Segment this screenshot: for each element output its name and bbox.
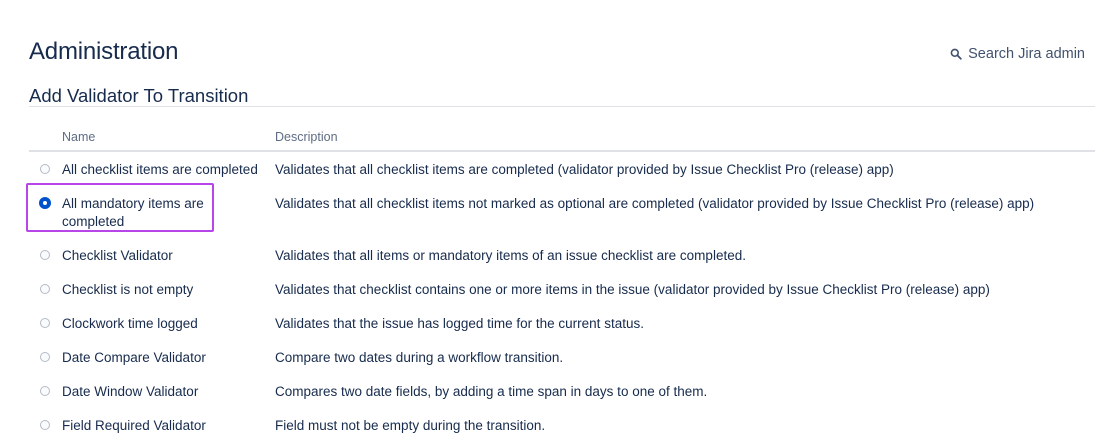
radio-button[interactable]	[40, 420, 50, 430]
validator-name: Date Window Validator	[62, 384, 199, 399]
table-header	[29, 126, 1095, 152]
section-divider	[29, 106, 1095, 107]
radio-button[interactable]	[40, 284, 50, 294]
validator-description: Validates that the issue has logged time for the current status.	[275, 316, 644, 331]
validator-description: Compares two date fields, by adding a time span in days to one of them.	[275, 384, 708, 399]
column-header-name: Name	[62, 130, 96, 144]
table-row[interactable]	[29, 152, 1095, 186]
radio-button[interactable]	[40, 352, 50, 362]
radio-button-selected[interactable]	[39, 197, 51, 209]
section-title: Add Validator To Transition	[29, 85, 249, 106]
validator-description: Validates that checklist contains one or more items in the issue (validator provided by Issue Checklist Pro (release) app)	[275, 282, 990, 297]
search-jira-admin-label: Search Jira admin	[968, 46, 1085, 62]
validator-description: Field must not be empty during the transition.	[275, 418, 546, 433]
validator-description: Validates that all checklist items not marked as optional are completed (validator provided by Issue Checklist Pro (release) app)	[275, 196, 1035, 211]
validator-description: Compare two dates during a workflow transition.	[275, 350, 564, 365]
validator-name: All checklist items are completed	[62, 162, 258, 177]
table-body	[29, 152, 1095, 442]
page-title: Administration	[29, 38, 179, 65]
radio-button[interactable]	[40, 386, 50, 396]
validators-table	[29, 126, 1095, 442]
radio-button[interactable]	[40, 164, 50, 174]
validator-name: All mandatory items are completed	[62, 196, 204, 229]
validator-name: Field Required Validator	[62, 418, 206, 433]
validator-description: Validates that all checklist items are completed (validator provided by Issue Checklist Pro (release) app)	[275, 162, 894, 177]
validator-name: Checklist is not empty	[62, 282, 194, 297]
radio-button[interactable]	[40, 250, 50, 260]
column-header-description: Description	[275, 130, 338, 144]
radio-button[interactable]	[40, 318, 50, 328]
table-row[interactable]	[29, 238, 1095, 272]
table-row[interactable]	[29, 272, 1095, 306]
table-row[interactable]	[29, 340, 1095, 374]
table-row[interactable]	[29, 306, 1095, 340]
validator-description: Validates that all items or mandatory items of an issue checklist are completed.	[275, 248, 746, 263]
table-row[interactable]	[29, 374, 1095, 408]
validator-name: Clockwork time logged	[62, 316, 198, 331]
search-jira-admin-link[interactable]	[950, 46, 1085, 62]
validator-name: Checklist Validator	[62, 248, 173, 263]
validator-name: Date Compare Validator	[62, 350, 206, 365]
table-row[interactable]	[29, 408, 1095, 442]
table-row[interactable]	[29, 186, 1095, 238]
search-icon	[950, 48, 962, 60]
